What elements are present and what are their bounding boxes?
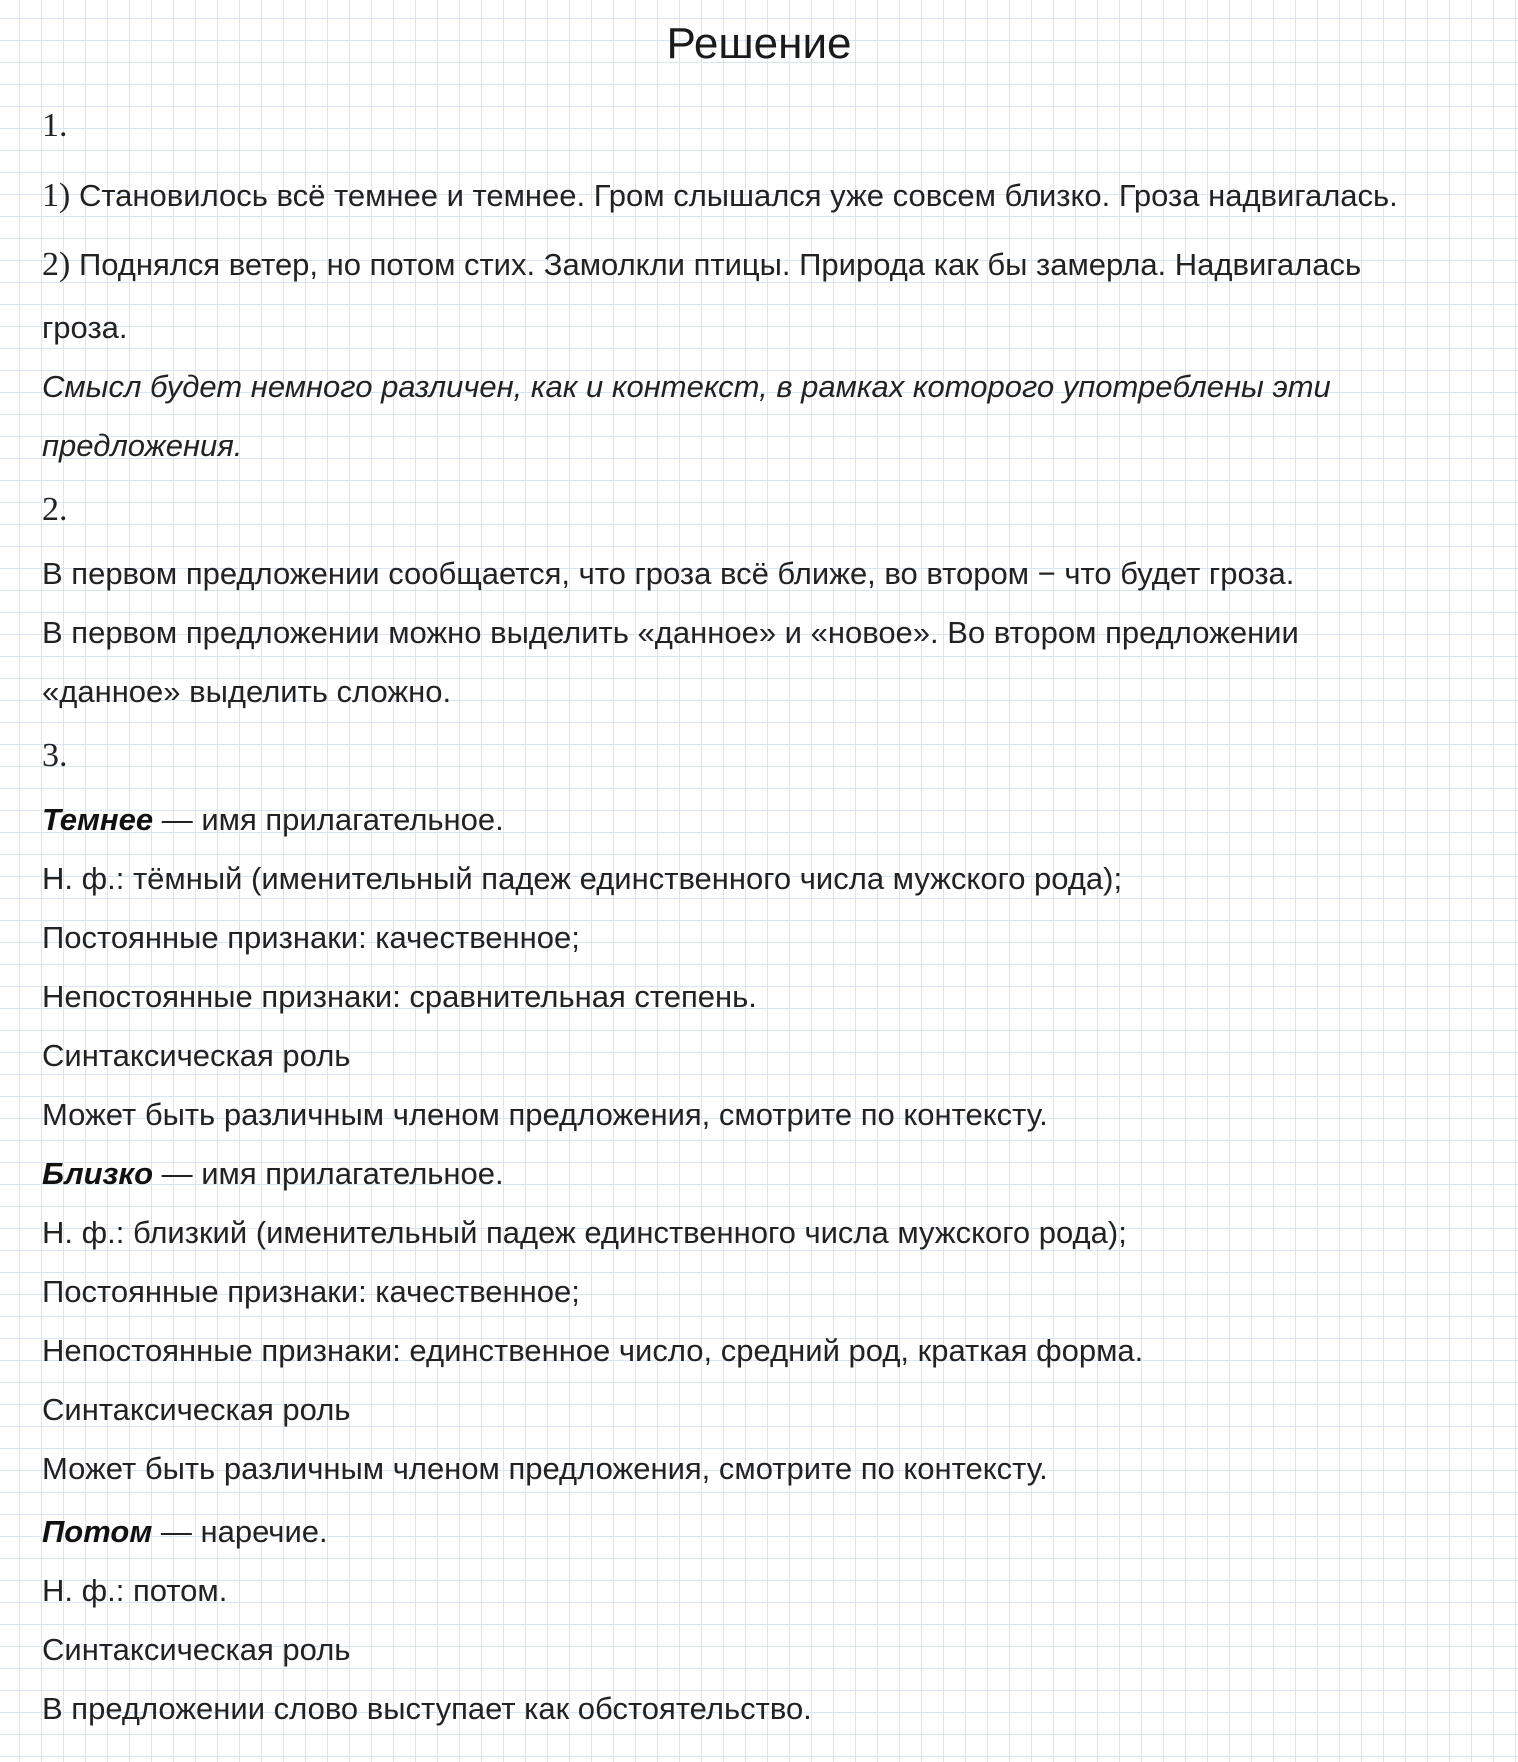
task-1-sentence-1 (42, 176, 1398, 216)
word-3-initial-form: Н. ф.: потом. (42, 1573, 228, 1608)
word-1-constant-features: Постоянные признаки: качественное; (42, 920, 580, 955)
word-1-syntax-role: Может быть различным членом предложения, смотрите по контексту. (42, 1097, 1048, 1132)
word-2-part-of-speech: — имя прилагательное. (153, 1156, 504, 1191)
task-3-number: 3. (42, 737, 68, 774)
word-2-constant-features: Постоянные признаки: качественное; (42, 1274, 580, 1309)
word-3-term: Потом (42, 1514, 153, 1549)
word-2-syntax-role: Может быть различным членом предложения, смотрите по контексту. (42, 1451, 1048, 1486)
word-2-syntax-heading: Синтаксическая роль (42, 1392, 351, 1427)
task-1-number: 1. (42, 107, 68, 144)
task-2-paragraph-2: В первом предложении можно выделить «данное» и «новое». Во втором предложении (42, 615, 1299, 650)
word-1-initial-form: Н. ф.: тёмный (именительный падеж единственного числа мужского рода); (42, 861, 1123, 896)
word-2-initial-form: Н. ф.: близкий (именительный падеж единственного числа мужского рода); (42, 1215, 1127, 1250)
word-1-syntax-heading: Синтаксическая роль (42, 1038, 351, 1073)
word-3-syntax-heading: Синтаксическая роль (42, 1632, 351, 1667)
task-2-number: 2. (42, 491, 68, 528)
word-3-syntax-role: В предложении слово выступает как обстоятельство. (42, 1691, 812, 1726)
word-2-variable-features: Непостоянные признаки: единственное число, средний род, краткая форма. (42, 1333, 1144, 1368)
word-3-heading (42, 1512, 328, 1552)
task-2-paragraph-3: «данное» выделить сложно. (42, 674, 452, 709)
page-title: Решение (666, 19, 852, 68)
task-1-note-line-1: Смысл будет немного различен, как и контекст, в рамках которого употреблены эти (42, 369, 1331, 404)
word-1-term: Темнее (42, 802, 154, 837)
task-1-sentence-2-continuation: гроза. (42, 310, 128, 345)
sentence-2-text: Поднялся ветер, но потом стих. Замолкли птицы. Природа как бы замерла. Надвигалась (70, 247, 1362, 282)
word-2-heading (42, 1154, 504, 1194)
word-1-part-of-speech: — имя прилагательное. (153, 802, 504, 837)
word-1-heading (42, 800, 504, 840)
task-1-sentence-2 (42, 245, 1361, 285)
sentence-2-number: 2) (42, 246, 71, 283)
task-2-paragraph-1: В первом предложении сообщается, что гроза всё ближе, во втором − что будет гроза. (42, 556, 1295, 591)
sentence-1-text: Становилось всё темнее и темнее. Гром слышался уже совсем близко. Гроза надвигалась. (70, 178, 1398, 213)
word-1-variable-features: Непостоянные признаки: сравнительная степень. (42, 979, 757, 1014)
task-1-note-line-2: предложения. (42, 428, 243, 463)
word-3-part-of-speech: — наречие. (152, 1514, 328, 1549)
sentence-1-number: 1) (42, 177, 71, 214)
word-2-term: Близко (42, 1156, 154, 1191)
